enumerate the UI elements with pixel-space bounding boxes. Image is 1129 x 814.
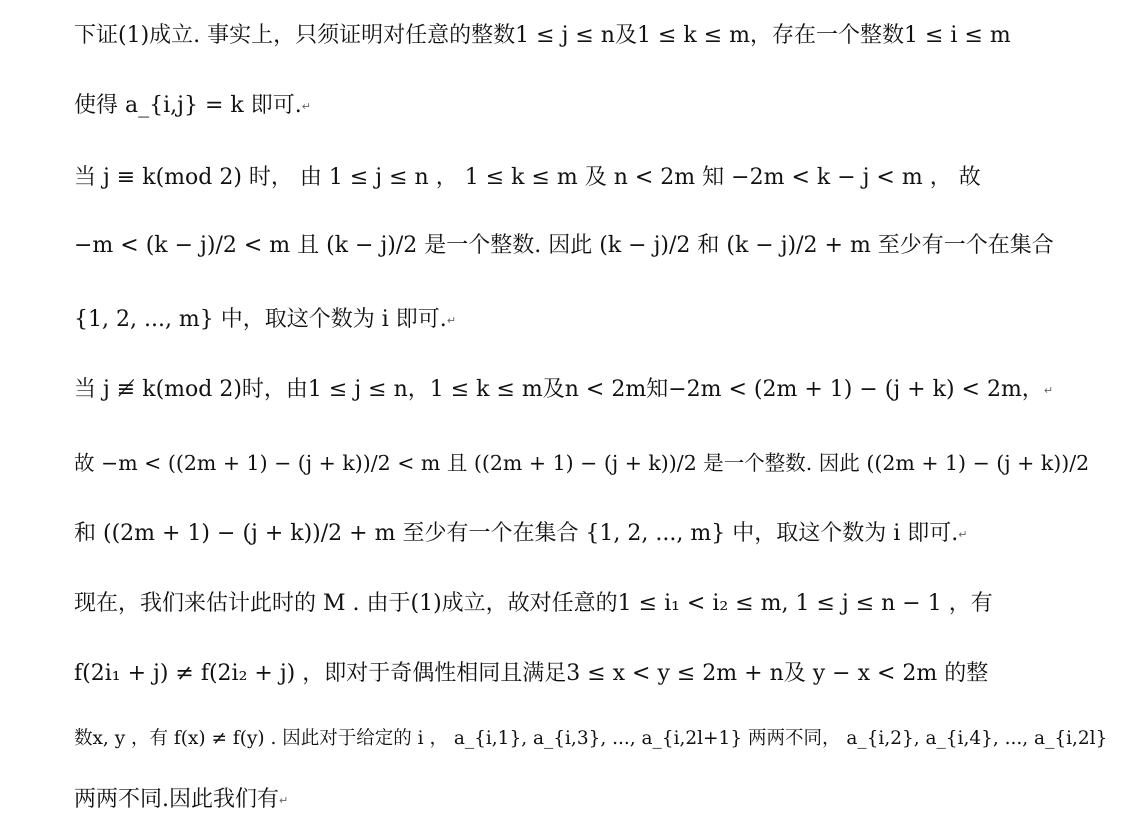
paragraph-mark-icon: ↵ [446,314,457,327]
text-line-2 [74,88,311,119]
text-line-1: 下证(1)成立. 事实上，只须证明对任意的整数1 ≤ j ≤ n及1 ≤ k ≤ m，存在一个整数1 ≤ i ≤ m [74,23,1011,48]
text-line-7: 故 −m < ((2m + 1) − (j + k))/2 < m 且 ((2m + 1) − (j + k))/2 是一个整数. 因此 ((2m + 1) − (j + k))/2 [74,451,1090,475]
text-line-5-content: {1, 2, ..., m} 中，取这个数为 i 即可. [74,307,447,332]
text-line-8 [74,516,967,547]
text-line-2-content: 使得 a_{i,j} = k 即可. [74,93,302,118]
text-line-12 [74,782,288,813]
text-line-4: −m < (k − j)/2 < m 且 (k − j)/2 是一个整数. 因此 (k − j)/2 和 (k − j)/2 + m 至少有一个在集合 [74,233,1054,258]
text-line-9: 现在，我们来估计此时的 M . 由于(1)成立，故对任意的1 ≤ i₁ < i₂ ≤ m, 1 ≤ j ≤ n − 1 ，有 [74,591,993,616]
paragraph-mark-icon: ↵ [279,794,289,807]
text-line-6 [74,372,1053,403]
text-line-6-content: 当 j ≢ k(mod 2)时，由1 ≤ j ≤ n，1 ≤ k ≤ m及n < 2m知−2m < (2m + 1) − (j + k) < 2m， [74,377,1044,402]
text-line-12-content: 两两不同.因此我们有 [74,787,279,812]
text-line-11: 数x, y ，有 f(x) ≠ f(y) . 因此对于给定的 i ， a_{i,1}, a_{i,3}, ..., a_{i,2l+1} 两两不同， a_{i,2}, a_{i,4}, ..., a_{i,2l} [74,728,1108,749]
paragraph-mark-icon: ↵ [958,528,968,541]
text-line-3: 当 j ≡ k(mod 2) 时， 由 1 ≤ j ≤ n ， 1 ≤ k ≤ m 及 n < 2m 知 −2m < k − j < m ， 故 [74,165,981,190]
paragraph-mark-icon: ↵ [1043,384,1054,397]
text-line-8-content: 和 ((2m + 1) − (j + k))/2 + m 至少有一个在集合 {1, 2, ..., m} 中，取这个数为 i 即可. [74,521,959,546]
text-line-10: f(2i₁ + j) ≠ f(2i₂ + j) ，即对于奇偶性相同且满足3 ≤ x < y ≤ 2m + n及 y − x < 2m 的整 [74,661,989,686]
paragraph-mark-icon: ↵ [301,100,311,113]
text-line-5 [74,302,456,333]
